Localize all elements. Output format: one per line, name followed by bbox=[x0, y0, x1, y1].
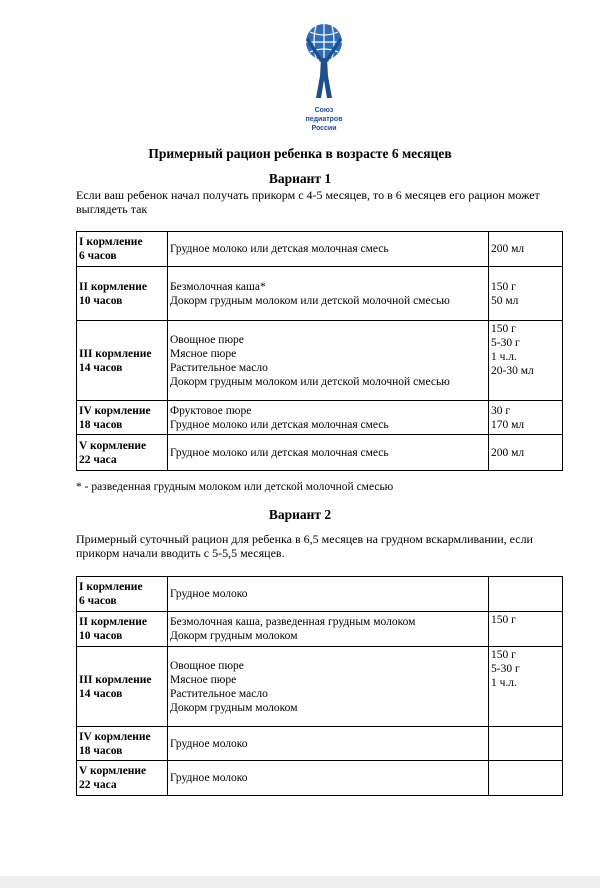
amount-cell bbox=[489, 761, 563, 796]
food-cell: Грудное молоко или детская молочная смесь bbox=[168, 435, 489, 471]
variant-2-intro: Примерный суточный рацион для ребенка в 6,5 месяцев на грудном вскармливании, если прикорм начали вводить с 5-5,5 месяцев. bbox=[76, 532, 533, 560]
food-cell: Безмолочная каша, разведенная грудным молоком Докорм грудным молоком bbox=[168, 612, 489, 647]
logo-line: педиатров bbox=[305, 116, 343, 123]
amount-cell: 200 мл bbox=[489, 232, 563, 267]
table-row bbox=[77, 727, 563, 761]
food-cell: Безмолочная каша* Докорм грудным молоком или детской молочной смесью bbox=[168, 267, 489, 321]
food-cell: Грудное молоко или детская молочная смесь bbox=[168, 232, 489, 267]
table-row bbox=[77, 321, 563, 401]
amount-cell: 150 г 50 мл bbox=[489, 267, 563, 321]
food-cell: Овощное пюре Мясное пюре Растительное масло Докорм грудным молоком или детской молочной смесью bbox=[168, 321, 489, 401]
food-cell: Овощное пюре Мясное пюре Растительное масло Докорм грудным молоком bbox=[168, 647, 489, 727]
variant-1-heading: Вариант 1 bbox=[268, 171, 332, 186]
variant-1-table bbox=[76, 231, 563, 471]
amount-cell: 200 мл bbox=[489, 435, 563, 471]
amount-cell: 150 г bbox=[489, 612, 563, 647]
feeding-cell: V кормление 22 часа bbox=[77, 761, 168, 796]
bottom-strip bbox=[0, 876, 600, 888]
globe-figure-icon bbox=[292, 18, 356, 108]
feeding-cell: V кормление 22 часа bbox=[77, 435, 168, 471]
feeding-cell: II кормление 10 часов bbox=[77, 267, 168, 321]
feeding-cell: III кормление 14 часов bbox=[77, 321, 168, 401]
union-of-pediatricians-logo bbox=[292, 18, 356, 148]
amount-cell: 150 г 5-30 г 1 ч.л. 20-30 мл bbox=[489, 321, 563, 401]
table-row bbox=[77, 647, 563, 727]
table-row bbox=[77, 435, 563, 471]
food-cell: Грудное молоко bbox=[168, 577, 489, 612]
logo-line: России bbox=[311, 125, 337, 132]
feeding-cell: III кормление 14 часов bbox=[77, 647, 168, 727]
table-row bbox=[77, 577, 563, 612]
feeding-cell: IV кормление 18 часов bbox=[77, 727, 168, 761]
variant-2-heading: Вариант 2 bbox=[268, 507, 332, 522]
feeding-cell: II кормление 10 часов bbox=[77, 612, 168, 647]
feeding-cell: IV кормление 18 часов bbox=[77, 401, 168, 435]
feeding-cell: I кормление 6 часов bbox=[77, 577, 168, 612]
table-row bbox=[77, 761, 563, 796]
amount-cell: 150 г 5-30 г 1 ч.л. bbox=[489, 647, 563, 727]
amount-cell bbox=[489, 727, 563, 761]
food-cell: Грудное молоко bbox=[168, 761, 489, 796]
amount-cell: 30 г 170 мл bbox=[489, 401, 563, 435]
footnote: * - разведенная грудным молоком или детской молочной смесью bbox=[76, 481, 394, 493]
variant-1-intro: Если ваш ребенок начал получать прикорм с 4-5 месяцев, то в 6 месяцев его рацион может выглядеть так bbox=[76, 188, 540, 216]
variant-2-table bbox=[76, 576, 563, 796]
table-row bbox=[77, 612, 563, 647]
table-row bbox=[77, 267, 563, 321]
logo-line: Союз bbox=[314, 107, 334, 114]
food-cell: Фруктовое пюре Грудное молоко или детская молочная смесь bbox=[168, 401, 489, 435]
page-title: Примерный рацион ребенка в возрасте 6 месяцев bbox=[148, 146, 452, 161]
table-row bbox=[77, 401, 563, 435]
feeding-cell: I кормление 6 часов bbox=[77, 232, 168, 267]
amount-cell bbox=[489, 577, 563, 612]
food-cell: Грудное молоко bbox=[168, 727, 489, 761]
table-row bbox=[77, 232, 563, 267]
